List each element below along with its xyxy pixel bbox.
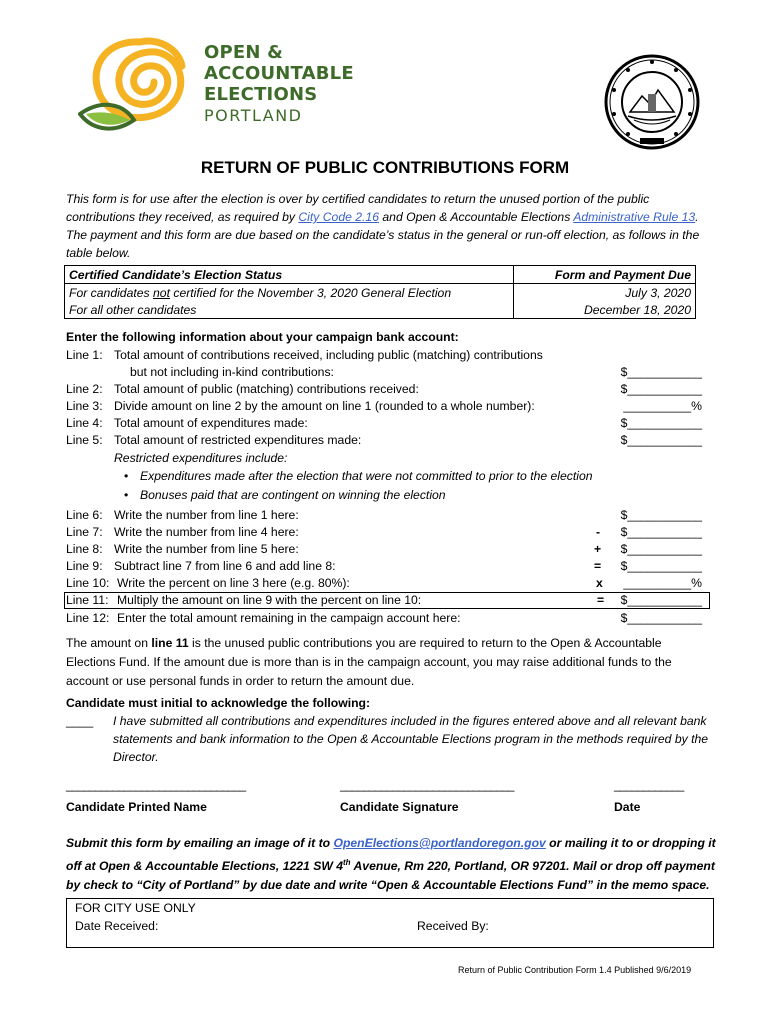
city-use-heading: FOR CITY USE ONLY [75,901,196,915]
line-label: Line 5: [66,433,103,447]
line-label: Line 6: [66,508,103,522]
status-cell: For all other candidates [65,301,514,319]
rose-logo-icon [78,34,208,140]
line-11-explanation [66,634,706,691]
email-link[interactable]: OpenElections@portlandoregon.gov [333,836,546,850]
line-label: Line 4: [66,416,103,430]
line-12-input[interactable]: $___________ [620,611,702,625]
oae-logo [78,34,358,144]
acknowledge-text: I have submitted all contributions and expenditures included in the figures entered above and all relevant bank statements and bank information to the Open & Accountable Elections program in the methods required by the Director. [113,714,709,764]
logo-text [204,42,354,126]
line-label: Line 2: [66,382,103,396]
para-text-bold: line 11 [151,636,189,650]
submit-text-post: Avenue, Rm 220, Portland, OR 97201. Mail or drop off payment by check to “City of Portland” by due date and write “Open & Accountable Elections Fund” in the memo space. [66,859,715,893]
line-text: Multiply the amount on line 9 with the percent on line 10: [117,593,422,607]
line-text: Total amount of public (matching) contributions received: [114,382,419,396]
status-text-post: certified for the November 3, 2020 General Election [169,285,452,300]
intro-text-2: and Open & Accountable Elections [379,210,574,224]
date-received-field[interactable]: Date Received: [75,919,159,933]
line-10-input[interactable]: __________% [623,576,702,590]
initials-field[interactable]: ____ [66,714,94,728]
intro-text-1: This form is for use after the election is over by certified candidates to return the unused portion of the public contributions they received, as required by [66,192,650,224]
city-use-box [66,898,714,948]
line-12 [66,610,706,627]
received-by-field[interactable]: Received By: [417,919,489,933]
city-code-link[interactable]: City Code 2.16 [298,210,379,224]
status-text-pre: For candidates [69,285,154,300]
line-6-input[interactable]: $___________ [620,508,702,522]
list-item [66,487,706,504]
line-11 [66,592,706,609]
table-row [65,284,696,302]
status-text-underline: not [153,285,170,300]
line-8 [66,541,706,558]
line-text: Total amount of restricted expenditures made: [114,433,362,447]
equals-operator: = [594,559,602,573]
minus-operator: - [596,525,601,539]
restricted-heading: Restricted expenditures include: [114,451,288,465]
line-11-input[interactable]: $___________ [620,593,702,607]
table-row [65,301,696,319]
line-1-input[interactable]: $___________ [620,365,702,379]
date-label: Date [614,800,641,814]
line-7 [66,524,706,541]
name-label: Candidate Printed Name [66,800,207,814]
equals-operator: = [597,593,605,607]
restricted-item: Expenditures made after the election that were not committed to prior to the election [140,469,593,483]
status-cell [65,284,514,302]
city-seal-icon [604,54,700,150]
line-label: Line 11: [66,593,109,607]
line-2-input[interactable]: $___________ [620,382,702,396]
name-signature-line[interactable]: _______________________________ [66,778,246,792]
restricted-item: Bonuses paid that are contingent on winning the election [140,488,446,502]
line-label: Line 8: [66,542,103,556]
line-label: Line 10: [66,576,110,590]
bank-section-heading: Enter the following information about your campaign bank account: [66,330,459,344]
logo-line-1: OPEN & [204,42,284,63]
line-1-cont [66,364,706,381]
line-7-input[interactable]: $___________ [620,525,702,539]
line-9-input[interactable]: $___________ [620,559,702,573]
submit-text-mid: or mailing it to or dropping it off at Open & Accountable Elections, 1221 SW 4 [66,836,716,874]
acknowledge-heading: Candidate must initial to acknowledge the following: [66,696,371,710]
line-text: Write the number from line 1 here: [114,508,299,522]
line-text: Divide amount on line 2 by the amount on line 1 (rounded to a whole number): [114,399,535,413]
line-4-input[interactable]: $___________ [620,416,702,430]
line-10 [66,575,706,592]
line-text: Write the percent on line 3 here (e.g. 80%): [117,576,350,590]
line-label: Line 12: [66,611,110,625]
intro-paragraph [66,190,706,262]
admin-rule-link[interactable]: Administrative Rule 13 [573,210,696,224]
line-text: Total amount of contributions received, including public (matching) contributions [114,348,543,362]
line-text: Total amount of expenditures made: [114,416,308,430]
line-text-cont: but not including in-kind contributions: [130,365,334,379]
line-5 [66,432,706,449]
bullet-icon: • [124,488,129,502]
due-header: Form and Payment Due [514,266,696,284]
signature-label: Candidate Signature [340,800,459,814]
line-9 [66,558,706,575]
due-cell: July 3, 2020 [625,285,691,300]
list-item [66,468,706,485]
line-label: Line 7: [66,525,103,539]
line-5-input[interactable]: $___________ [620,433,702,447]
submit-instructions [66,834,716,895]
intro-text-3: . The payment and this form are due based on the candidate’s status in the general or run-off election, as follows in the table below. [66,210,700,260]
logo-line-3: ELECTIONS [204,84,318,105]
bullet-icon: • [124,469,129,483]
line-3 [66,398,706,415]
line-label: Line 3: [66,399,103,413]
line-text: Write the number from line 4 here: [114,525,299,539]
logo-line-2: ACCOUNTABLE [204,63,354,84]
para-text-pre: The amount on [66,636,152,650]
footer-text: Return of Public Contribution Form 1.4 Published 9/6/2019 [458,965,692,975]
line-1 [66,347,706,364]
logo-line-4: PORTLAND [204,106,303,125]
signature-line[interactable]: ______________________________ [340,778,514,792]
para-text-post: is the unused public contributions you are required to return to the Open & Accountable Elections Fund. If the amount due is more than is in the campaign account, you may raise additional funds to the account or use personal funds in order to return the amount due. [66,636,672,688]
line-8-input[interactable]: $___________ [620,542,702,556]
line-text: Write the number from line 5 here: [114,542,299,556]
submit-text-sup: th [343,858,351,867]
due-cell: December 18, 2020 [583,302,691,317]
submit-text-pre: Submit this form by emailing an image of it to [66,836,334,850]
restricted-heading-row [66,450,706,467]
form-title: RETURN OF PUBLIC CONTRIBUTIONS FORM [200,158,570,177]
times-operator: x [596,576,603,590]
status-header: Certified Candidate’s Election Status [65,266,514,284]
line-4 [66,415,706,432]
status-table-header [65,266,696,284]
line-3-input[interactable]: __________% [623,399,702,413]
plus-operator: + [594,542,602,556]
date-line[interactable]: ____________ [614,778,684,792]
line-label: Line 9: [66,559,103,573]
line-text: Subtract line 7 from line 6 and add line 8: [114,559,336,573]
line-6 [66,507,706,524]
line-label: Line 1: [66,348,103,362]
status-table [64,265,696,319]
line-2 [66,381,706,398]
line-text: Enter the total amount remaining in the campaign account here: [117,611,461,625]
